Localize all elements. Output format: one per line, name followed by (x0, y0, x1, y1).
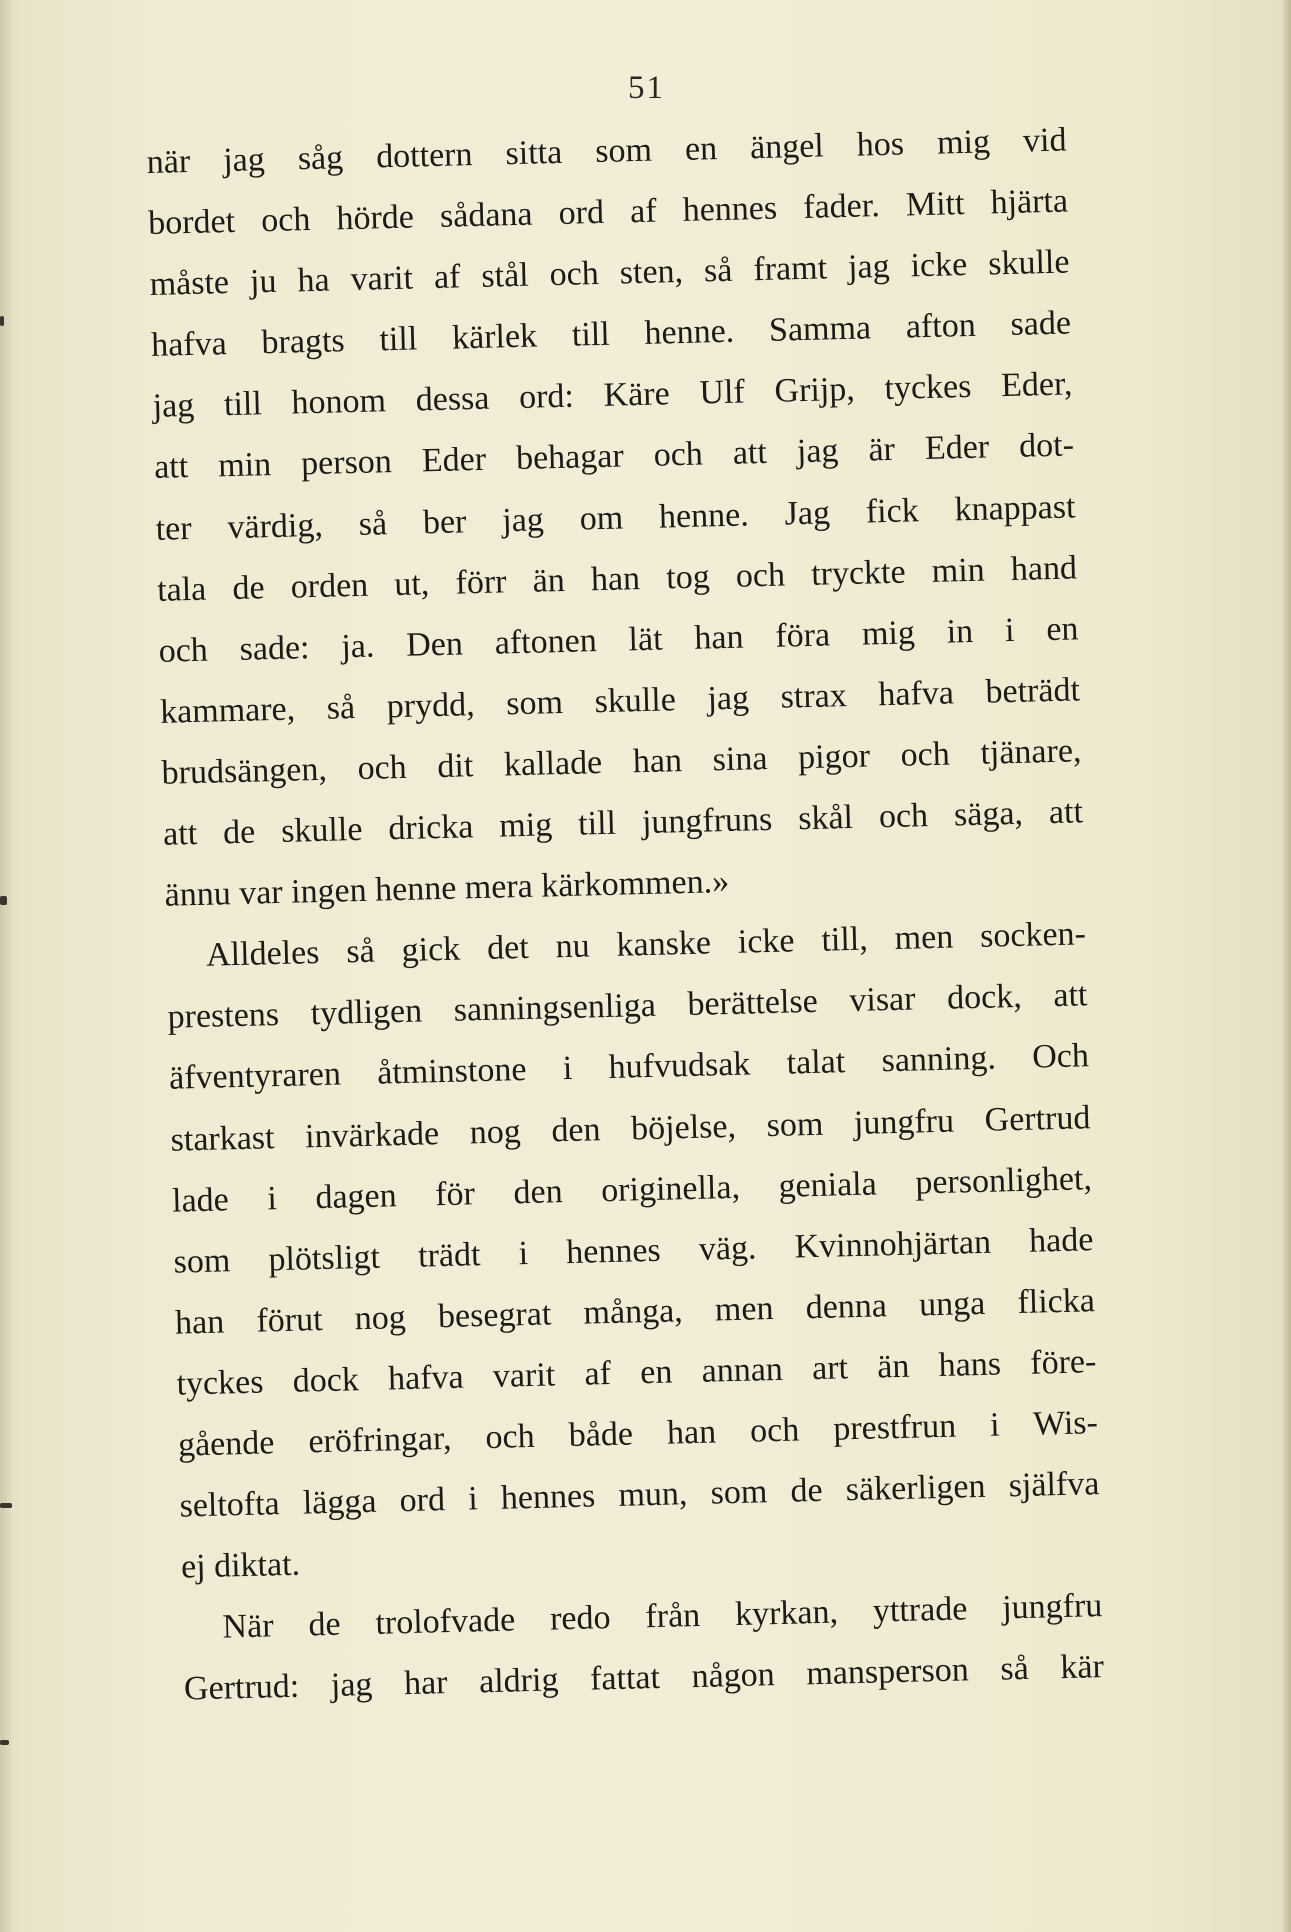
body-text (146, 110, 1105, 1720)
margin-mark (0, 316, 4, 326)
text-line: seltofta lägga ord i hennes mun, som de säkerligen själfva (179, 1465, 1100, 1525)
margin-mark (0, 1740, 9, 1745)
text-line: att min person Eder behagar och att jag är Eder dot- (153, 426, 1075, 487)
text-line: kammare, så prydd, som skulle jag strax hafva beträdt (159, 671, 1081, 731)
text-line: tyckes dock hafva varit af en annan art än hans före- (176, 1343, 1097, 1403)
text-line: lade i dagen för den originella, geniala personlighet, (171, 1159, 1093, 1220)
text-line: ännu var ingen henne mera kärkommen.» (164, 863, 730, 914)
text-line: måste ju ha varit af stål och sten, så framt jag icke skulle (149, 243, 1070, 304)
margin-mark (0, 896, 7, 905)
text-line: bordet och hörde sådana ord af hennes fader. Mitt hjärta (147, 182, 1069, 243)
text-line: ej diktat. (180, 1545, 301, 1586)
text-line: som plötsligt trädt i hennes väg. Kvinnohjärtan hade (173, 1220, 1094, 1281)
text-line: Gertrud: jag har aldrig fattat någon mansperson så kär (183, 1648, 1105, 1708)
text-line: prestens tydligen sanningsenliga berättelse visar dock, att (167, 976, 1088, 1037)
text-line: gående eröfringar, och både han och prestfrun i Wis- (177, 1404, 1099, 1464)
text-line: tala de orden ut, förr än han tog och tryckte min hand (156, 549, 1078, 609)
text-line: hafva bragts till kärlek till henne. Samma afton sade (150, 304, 1072, 365)
page-number: 51 (628, 70, 665, 106)
text-line: ter värdig, så ber jag om henne. Jag fick knappast (155, 487, 1076, 548)
text-line: Alldeles så gick det nu kanske icke till, men socken- (205, 915, 1087, 974)
page-edge (1281, 0, 1291, 1932)
text-line: brudsängen, och dit kallade han sina pigor och tjänare, (161, 732, 1082, 792)
margin-mark (0, 1503, 12, 1508)
text-line: äfventyraren åtminstone i hufvudsak talat sanning. Och (168, 1037, 1090, 1098)
text-line: han förut nog besegrat många, men denna unga flicka (174, 1281, 1096, 1342)
text-line: starkast invärkade nog den böjelse, som jungfru Gertrud (170, 1098, 1091, 1159)
text-line: och sade: ja. Den aftonen lät han föra mig in i en (158, 610, 1079, 670)
spine-shadow (0, 0, 14, 1932)
text-line: jag till honom dessa ord: Käre Ulf Grijp, tyckes Eder, (152, 365, 1073, 426)
text-line: när jag såg dottern sitta som en ängel hos mig vid (146, 121, 1067, 181)
text-line: När de trolofvade redo från kyrkan, yttrade jungfru (222, 1587, 1103, 1646)
text-line: att de skulle dricka mig till jungfruns skål och säga, att (162, 793, 1084, 853)
